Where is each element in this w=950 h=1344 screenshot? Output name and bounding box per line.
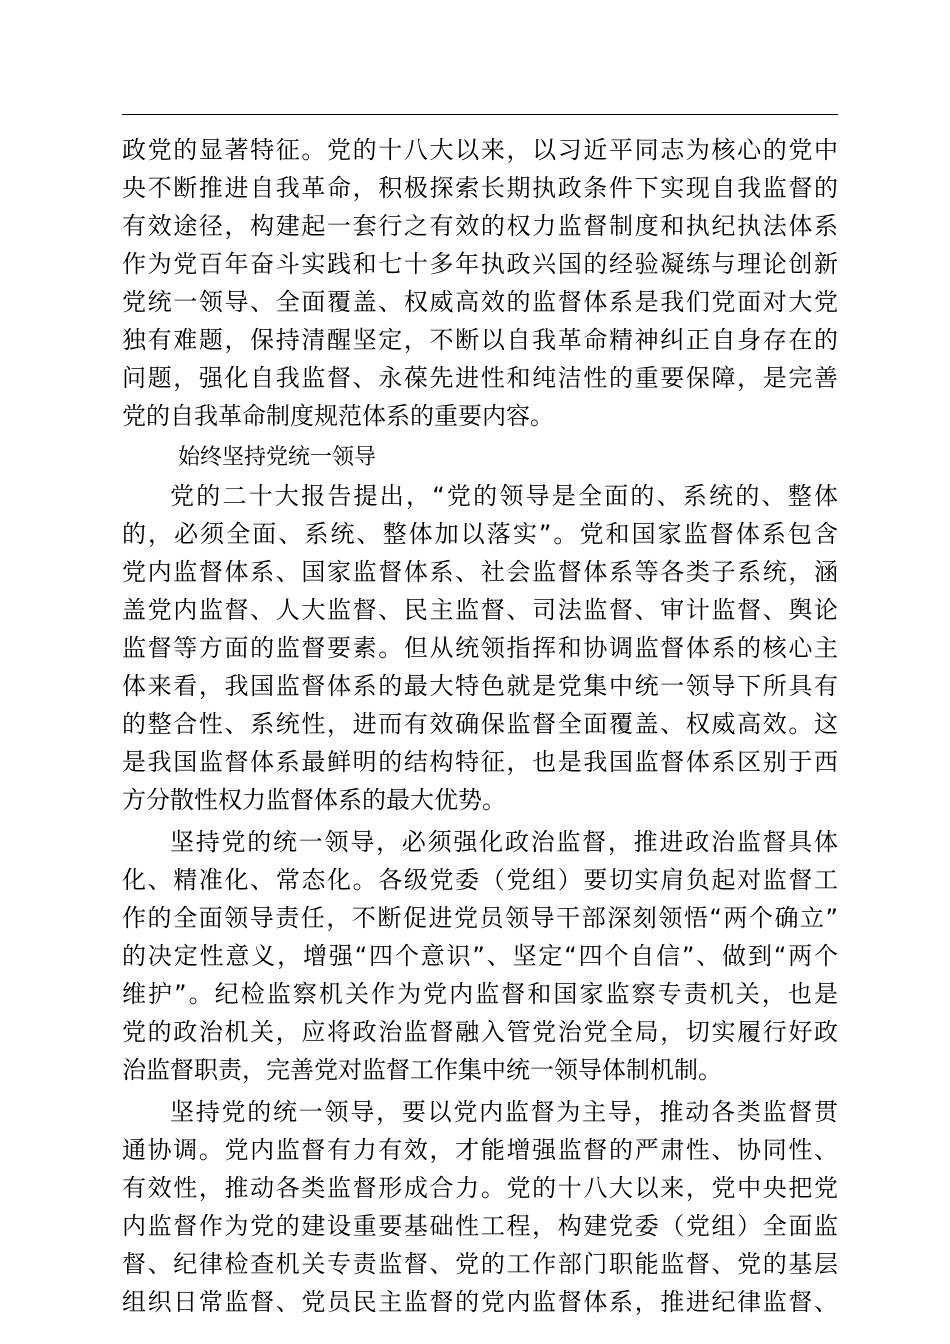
text-line: 作为党百年奋斗实践和七十多年执政兴国的经验凝练与理论创新 (122, 250, 838, 278)
text-line: 盖党内监督、人大监督、民主监督、司法监督、审计监督、舆论 (122, 596, 838, 624)
text-line: 有效性，推动各类监督形成合力。党的十八大以来，党中央把党 (122, 1174, 838, 1202)
text-line: 党内监督体系、国家监督体系、社会监督体系等各类子系统，涵 (122, 558, 838, 586)
text-line: 有效途径，构建起一套行之有效的权力监督制度和执纪执法体系 (122, 212, 838, 240)
text-line: 政党的显著特征。党的十八大以来，以习近平同志为核心的党中 (122, 136, 838, 164)
text-line: 央不断推进自我革命，积极探索长期执政条件下实现自我监督的 (122, 174, 838, 202)
text-line: 监督等方面的监督要素。但从统领指挥和协调监督体系的核心主 (122, 634, 838, 662)
header-rule (122, 114, 838, 115)
text-line: 督、纪律检查机关专责监督、党的工作部门职能监督、党的基层 (122, 1250, 838, 1278)
text-line: 党统一领导、全面覆盖、权威高效的监督体系是我们党面对大党 (122, 288, 838, 316)
text-line: 是我国监督体系最鲜明的结构特征，也是我国监督体系区别于西 (122, 748, 838, 776)
section-heading: 始终坚持党统一领导 (178, 445, 377, 470)
text-line: 坚持党的统一领导，必须强化政治监督，推进政治监督具体 (170, 828, 838, 856)
text-line: 党的政治机关，应将政治监督融入管党治党全局，切实履行好政 (122, 1018, 838, 1046)
text-line: 党的二十大报告提出，“党的领导是全面的、系统的、整体 (170, 482, 838, 510)
text-line: 党的自我革命制度规范体系的重要内容。 (122, 402, 554, 430)
text-line: 坚持党的统一领导，要以党内监督为主导，推动各类监督贯 (170, 1098, 838, 1126)
text-line: 独有难题，保持清醒坚定，不断以自我革命精神纠正自身存在的 (122, 326, 838, 354)
text-line: 通协调。党内监督有力有效，才能增强监督的严肃性、协同性、 (122, 1136, 838, 1164)
text-line: 的，必须全面、系统、整体加以落实”。党和国家监督体系包含 (122, 520, 838, 548)
text-line: 体来看，我国监督体系的最大特色就是党集中统一领导下所具有 (122, 672, 838, 700)
text-line: 问题，强化自我监督、永葆先进性和纯洁性的重要保障，是完善 (122, 364, 838, 392)
text-line: 化、精准化、常态化。各级党委（党组）要切实肩负起对监督工 (122, 866, 838, 894)
text-line: 维护”。纪检监察机关作为党内监督和国家监察专责机关，也是 (122, 980, 838, 1008)
text-line: 方分散性权力监督体系的最大优势。 (122, 786, 506, 814)
text-line: 内监督作为党的建设重要基础性工程，构建党委（党组）全面监 (122, 1212, 838, 1240)
text-line: 作的全面领导责任，不断促进党员领导干部深刻领悟“两个确立” (122, 904, 838, 932)
text-line: 治监督职责，完善党对监督工作集中统一领导体制机制。 (122, 1056, 722, 1084)
text-line: 的整合性、系统性，进而有效确保监督全面覆盖、权威高效。这 (122, 710, 838, 738)
text-line: 的决定性意义，增强“四个意识”、坚定“四个自信”、做到“两个 (122, 942, 838, 970)
text-line: 组织日常监督、党员民主监督的党内监督体系，推进纪律监督、 (122, 1288, 838, 1316)
